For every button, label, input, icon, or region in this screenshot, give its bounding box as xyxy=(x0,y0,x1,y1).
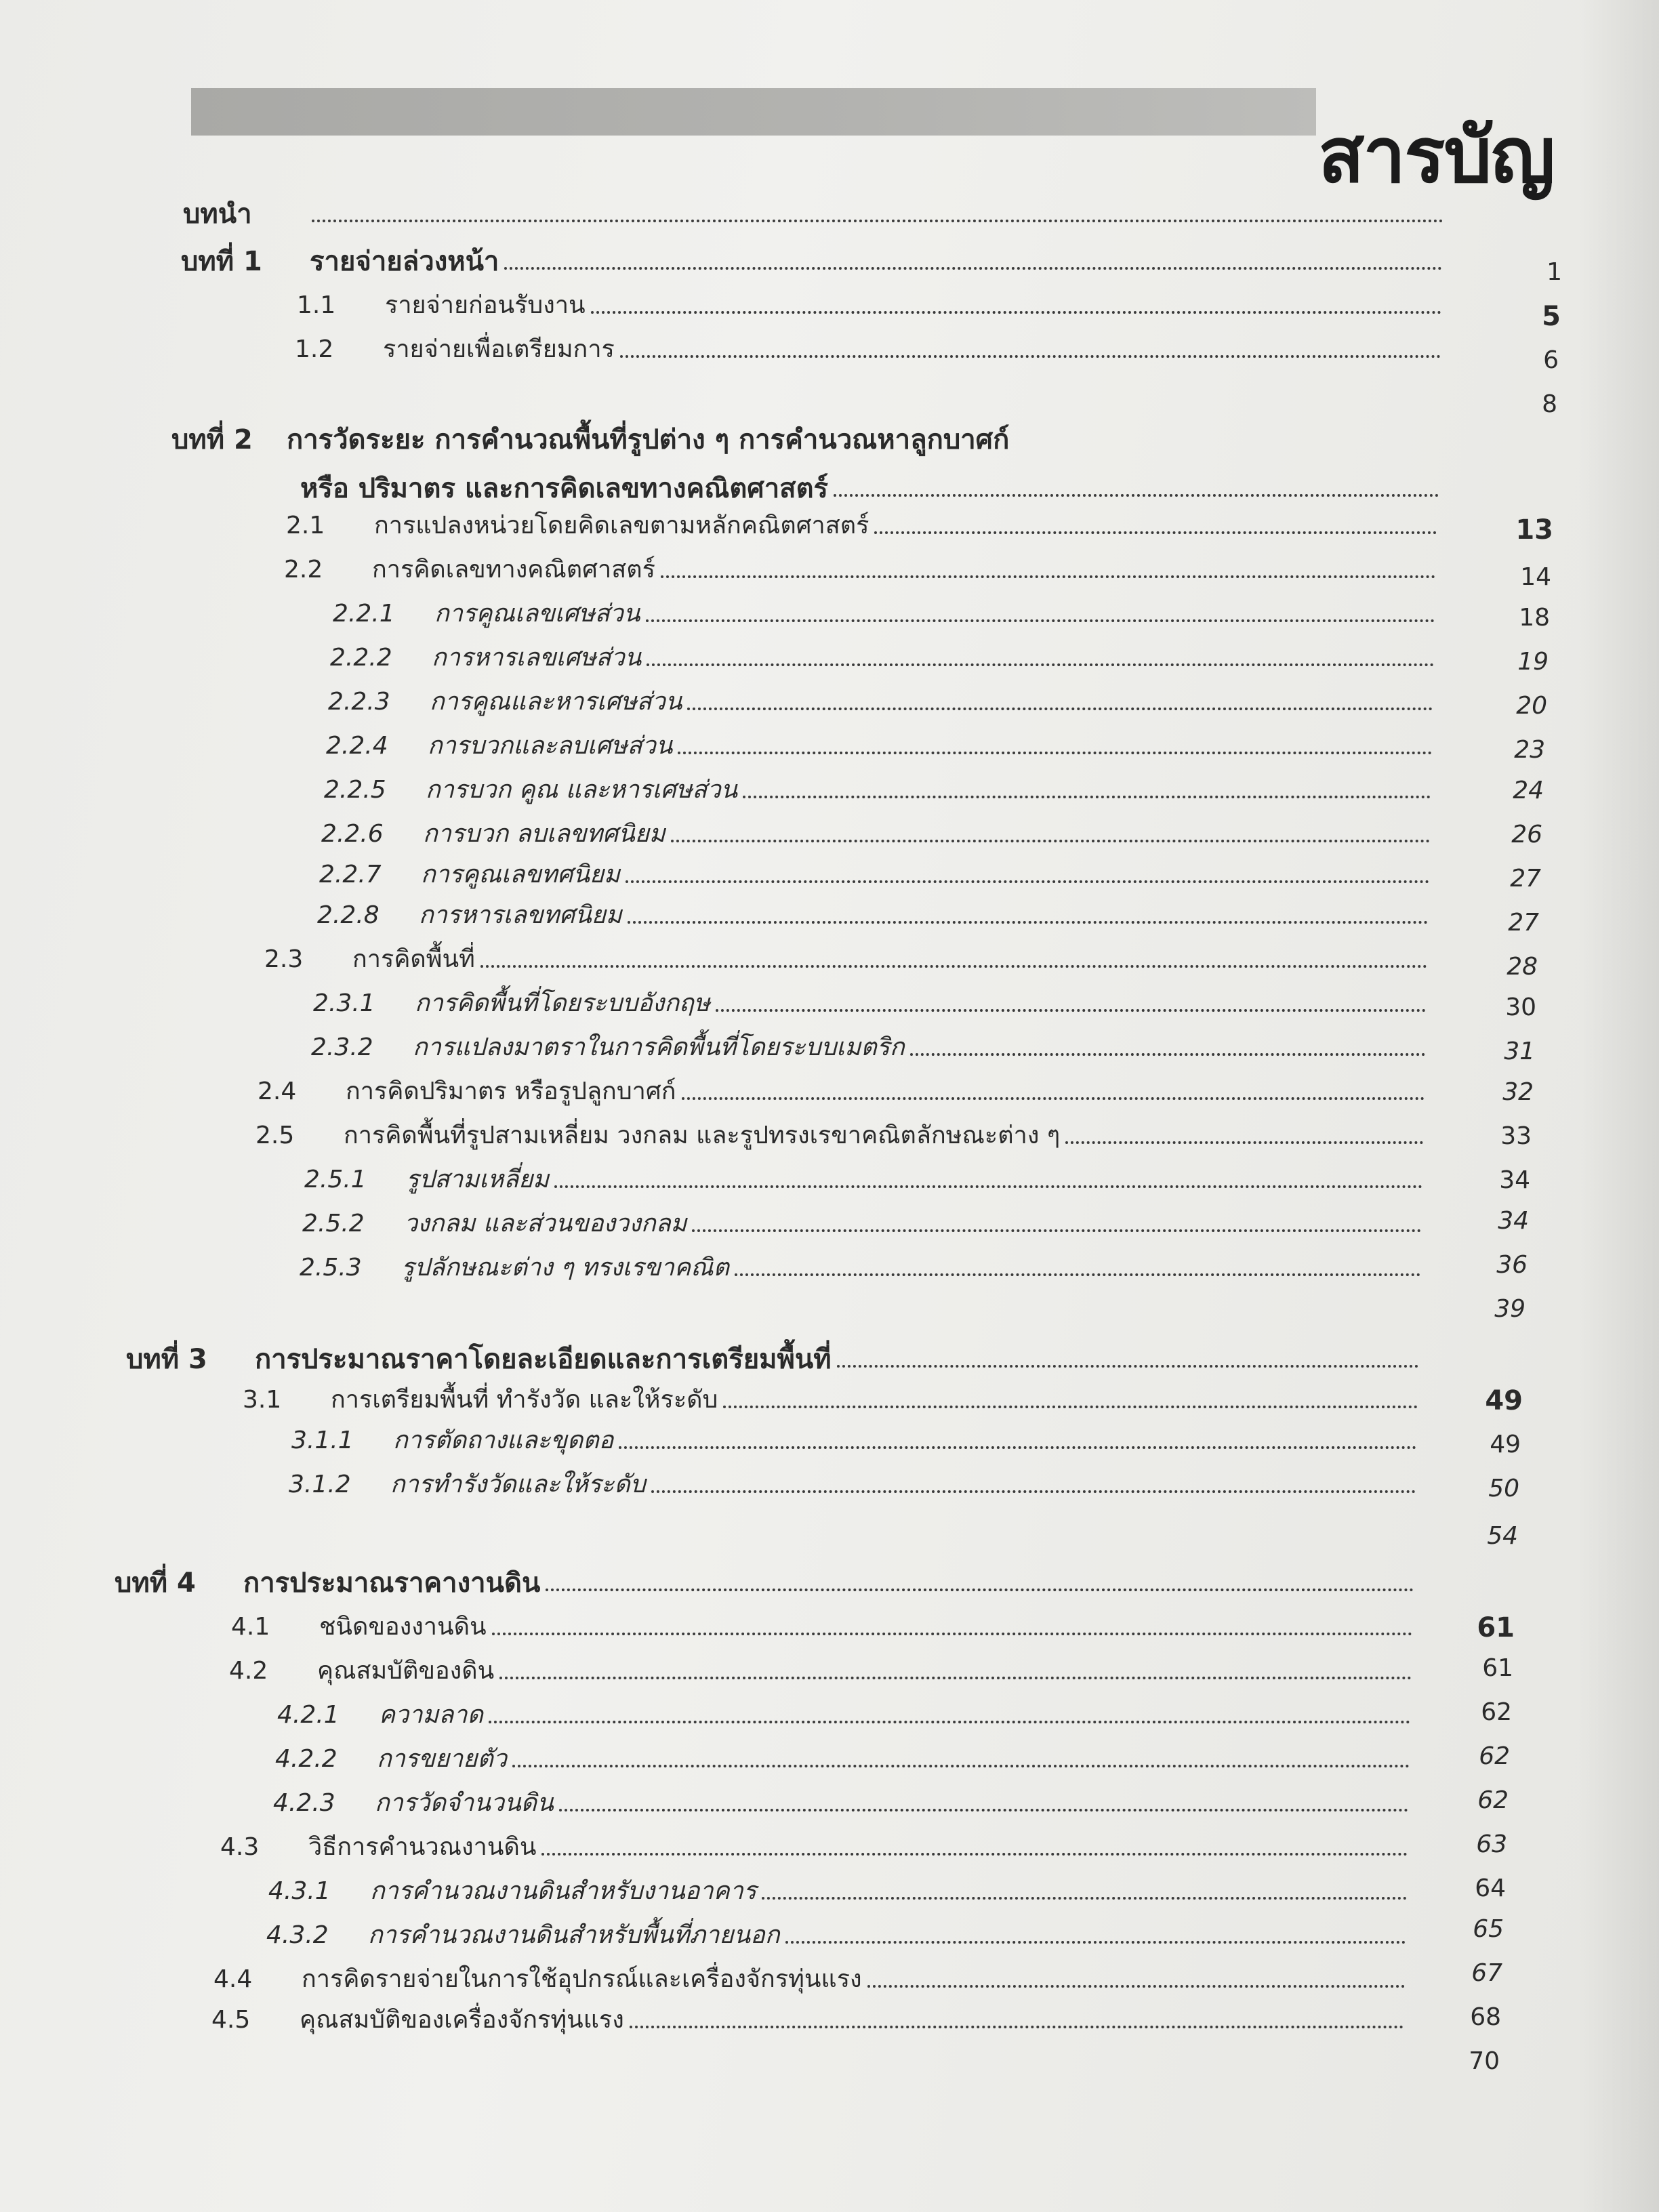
toc-page-number: 67 xyxy=(1471,1959,1502,1987)
toc-entry xyxy=(266,1918,1406,1950)
toc-entry xyxy=(273,1786,1408,1818)
toc-page-number: 8 xyxy=(1542,390,1557,418)
toc-entry xyxy=(328,684,1433,717)
toc-entry xyxy=(291,1423,1416,1456)
toc-entry-title: การคำนวณงานดินสำหรับพื้นที่ภายนอก xyxy=(368,1921,780,1949)
toc-entry xyxy=(289,1467,1416,1500)
toc-entry-number: 2.3 xyxy=(264,945,304,973)
toc-entry xyxy=(268,1874,1407,1906)
toc-page-number: 39 xyxy=(1494,1295,1525,1323)
toc-page-number: 62 xyxy=(1479,1742,1510,1770)
toc-entry-title-continued: หรือ ปริมาตร และการคิดเลขทางคณิตศาสตร์ xyxy=(300,473,829,504)
dot-leader xyxy=(762,1897,1407,1900)
toc-entry-number: 4.1 xyxy=(231,1613,270,1641)
dot-leader xyxy=(504,267,1442,270)
toc-entry-number: 2.3.1 xyxy=(313,989,375,1017)
toc-entry-number: 2.3.2 xyxy=(311,1033,373,1061)
toc-entry-title: การคำนวณงานดินสำหรับงานอาคาร xyxy=(370,1877,757,1905)
dot-leader xyxy=(1065,1141,1423,1144)
toc-entry-number: บทที่ 4 xyxy=(115,1568,196,1599)
dot-leader xyxy=(785,1941,1406,1944)
toc-entry xyxy=(284,552,1435,585)
toc-entry-title: การขยายตัว xyxy=(377,1745,507,1773)
toc-page-number: 49 xyxy=(1490,1431,1521,1458)
toc-entry xyxy=(213,1962,1405,1994)
dot-leader xyxy=(646,619,1435,622)
toc-entry-number: 2.2 xyxy=(284,556,323,583)
toc-entry-title: การคิดพื้นที่รูปสามเหลี่ยม วงกลม และรูปทรงเรขาคณิตลักษณะต่าง ๆ xyxy=(344,1122,1061,1149)
dot-leader xyxy=(559,1809,1408,1811)
toc-page-number: 28 xyxy=(1507,953,1538,981)
dot-leader xyxy=(499,1677,1412,1679)
toc-page-number: 27 xyxy=(1508,909,1539,937)
toc-entry xyxy=(297,288,1441,321)
toc-entry xyxy=(229,1654,1412,1686)
toc-entry-title: การวัดระยะ การคำนวณพื้นที่รูปต่าง ๆ การคำนวณหาลูกบาศก์ xyxy=(287,424,1010,455)
toc-entry xyxy=(321,817,1430,849)
toc-entry-number: 4.5 xyxy=(211,2006,251,2034)
toc-entry-title: การคิดรายจ่ายในการใช้อุปกรณ์และเครื่องจักรทุ่นแรง xyxy=(302,1965,862,1993)
toc-entry-title: การคูณและหารเศษส่วน xyxy=(430,688,682,716)
toc-entry xyxy=(258,1074,1425,1107)
dot-leader xyxy=(626,880,1429,883)
toc-page-number: 18 xyxy=(1519,604,1550,632)
toc-entry-title: ชนิดของงานดิน xyxy=(319,1613,487,1641)
dot-leader xyxy=(554,1185,1422,1188)
dot-leader xyxy=(619,1446,1416,1449)
toc-page-number: 34 xyxy=(1499,1166,1530,1194)
toc-entry-title: การคูณเลขทศนิยม xyxy=(421,861,620,888)
toc-entry-title: การเตรียมพื้นที่ ทำรังวัด และให้ระดับ xyxy=(331,1386,718,1414)
toc-page-number: 61 xyxy=(1477,1612,1515,1643)
toc-entry-title: ความลาด xyxy=(379,1701,483,1729)
toc-entry xyxy=(183,197,1443,229)
toc-page-number: 13 xyxy=(1515,514,1553,546)
toc-entry-number: 1.2 xyxy=(295,335,334,363)
toc-entry-number: 2.2.6 xyxy=(321,820,384,848)
toc-entry-number: 3.1.1 xyxy=(291,1427,354,1454)
toc-page-number: 19 xyxy=(1517,648,1549,676)
toc-page-number: 20 xyxy=(1516,692,1547,720)
dot-leader xyxy=(834,494,1439,497)
dot-leader xyxy=(480,965,1427,968)
dot-leader xyxy=(716,1009,1426,1012)
toc-entry-title: การทำรังวัดและให้ระดับ xyxy=(390,1471,646,1498)
dot-leader xyxy=(874,531,1437,534)
dot-leader xyxy=(541,1853,1408,1856)
toc-entry-title: การแปลงมาตราในการคิดพื้นที่โดยระบบเมตริก xyxy=(413,1033,905,1061)
toc-entry-number: 2.2.7 xyxy=(319,861,382,888)
toc-entry-title: คุณสมบัติของเครื่องจักรทุ่นแรง xyxy=(300,2006,624,2034)
toc-page-number: 50 xyxy=(1488,1475,1519,1502)
toc-entry-number: 2.1 xyxy=(286,512,325,539)
dot-leader xyxy=(620,355,1441,358)
toc-entry-number-label: บทที่ 2 xyxy=(171,424,253,455)
toc-entry-number: บทที่ 3 xyxy=(126,1344,207,1375)
dot-leader xyxy=(837,1365,1418,1368)
toc-entry-number: 4.3.1 xyxy=(268,1877,331,1905)
toc-entry-title: การคิดพื้นที่ xyxy=(352,945,475,973)
dot-leader xyxy=(687,708,1433,710)
dot-leader xyxy=(628,921,1428,924)
toc-entry xyxy=(319,857,1429,890)
toc-entry-number: 4.2.3 xyxy=(273,1789,335,1817)
toc-entry-title: การแปลงหน่วยโดยคิดเลขตามหลักคณิตศาสตร์ xyxy=(374,512,869,539)
toc-page-number: 36 xyxy=(1496,1251,1528,1279)
dot-leader xyxy=(492,1633,1412,1635)
toc-entry-number: 2.5 xyxy=(255,1122,295,1149)
dot-leader xyxy=(735,1273,1420,1276)
toc-page-number: 54 xyxy=(1487,1522,1518,1550)
dot-leader xyxy=(647,663,1434,666)
toc-entry-title: รูปลักษณะต่าง ๆ ทรงเรขาคณิต xyxy=(401,1254,729,1282)
toc-entry-number: 4.4 xyxy=(213,1965,253,1993)
toc-page-number: 63 xyxy=(1476,1830,1507,1858)
page-title: สารบัญ xyxy=(1318,112,1554,200)
toc-entry xyxy=(220,1830,1408,1862)
toc-entry-number: 1.1 xyxy=(297,291,336,319)
toc-entry-title: การหารเลขเศษส่วน xyxy=(432,644,642,672)
toc-entry-title: รายจ่ายล่วงหน้า xyxy=(310,246,499,277)
toc-entry-title: รูปสามเหลี่ยม xyxy=(406,1166,550,1193)
toc-entry xyxy=(333,596,1435,629)
toc-page-number: 30 xyxy=(1505,994,1536,1021)
toc-entry xyxy=(326,729,1432,761)
toc-page-number: 6 xyxy=(1543,346,1559,374)
toc-page-number: 68 xyxy=(1470,2003,1501,2031)
toc-page-number: 1 xyxy=(1547,258,1562,286)
toc-page-number: 31 xyxy=(1504,1038,1535,1065)
toc-entry-title: การคิดเลขทางคณิตศาสตร์ xyxy=(372,556,655,583)
toc-page-number: 14 xyxy=(1520,563,1551,591)
toc-entry-number: 2.2.2 xyxy=(330,644,392,672)
dot-leader xyxy=(630,2026,1404,2028)
toc-entry-title: การบวกและลบเศษส่วน xyxy=(428,732,673,760)
dot-leader xyxy=(661,575,1435,578)
toc-page-number: 65 xyxy=(1473,1915,1504,1943)
toc-entry-title: การคิดพื้นที่โดยระบบอังกฤษ xyxy=(415,989,710,1017)
toc-entry xyxy=(211,2003,1404,2035)
toc-page-number: 5 xyxy=(1542,301,1561,332)
toc-entry xyxy=(317,898,1428,930)
toc-entry-title: วิธีการคำนวณงานดิน xyxy=(308,1833,537,1861)
toc-entry xyxy=(313,986,1426,1019)
toc-page-number: 34 xyxy=(1498,1207,1529,1235)
toc-entry xyxy=(324,773,1431,805)
toc-page-number: 62 xyxy=(1477,1786,1509,1814)
toc-page-number: 62 xyxy=(1481,1698,1512,1726)
dot-leader xyxy=(678,752,1432,754)
toc-entry xyxy=(295,332,1441,365)
toc-entry-title: การคูณเลขเศษส่วน xyxy=(434,600,640,628)
toc-entry-title: การหารเลขทศนิยม xyxy=(419,901,622,929)
toc-entry xyxy=(243,1382,1418,1415)
toc-entry-number: 4.2.1 xyxy=(277,1701,340,1729)
dot-leader xyxy=(743,796,1431,798)
toc-entry xyxy=(311,1030,1425,1063)
toc-entry-number: 2.2.4 xyxy=(326,732,388,760)
toc-entry xyxy=(300,1250,1420,1283)
toc-entry xyxy=(171,471,1439,504)
toc-entry xyxy=(286,508,1437,541)
toc-entry xyxy=(231,1610,1412,1642)
toc-entry-number: 3.1 xyxy=(243,1386,282,1414)
toc-entry-title: การคิดปริมาตร หรือรูปลูกบาศก์ xyxy=(346,1078,676,1105)
toc-entry xyxy=(115,1565,1414,1598)
toc-entry xyxy=(181,244,1442,276)
dot-leader xyxy=(867,1985,1405,1988)
toc-page-number: 24 xyxy=(1513,777,1544,804)
dot-leader xyxy=(671,840,1430,842)
dot-leader xyxy=(910,1053,1425,1056)
toc-page-number: 32 xyxy=(1502,1078,1534,1106)
toc-entry-number: 3.1.2 xyxy=(289,1471,351,1498)
toc-entry xyxy=(330,640,1434,673)
dot-leader xyxy=(546,1589,1414,1591)
toc-entry-number: 4.3 xyxy=(220,1833,260,1861)
toc-entry-number: บทนำ xyxy=(183,199,252,230)
toc-page-number: 64 xyxy=(1475,1875,1506,1902)
dot-leader xyxy=(591,311,1441,314)
toc-entry xyxy=(304,1162,1422,1195)
toc-entry-number: 2.2.8 xyxy=(317,901,380,929)
dot-leader xyxy=(512,1765,1410,1767)
toc-entry xyxy=(255,1118,1423,1151)
dot-leader xyxy=(489,1721,1410,1723)
toc-page-number: 70 xyxy=(1469,2047,1500,2075)
toc-entry-number: 2.5.1 xyxy=(304,1166,367,1193)
dot-leader xyxy=(723,1406,1418,1408)
toc-entry-number: 4.2 xyxy=(229,1657,268,1685)
toc-entry-number: 4.3.2 xyxy=(266,1921,329,1949)
toc-entry-title: การบวก คูณ และหารเศษส่วน xyxy=(426,776,738,804)
toc-entry-number: บทที่ 1 xyxy=(181,246,262,277)
toc-entry-title: การประมาณราคาโดยละเอียดและการเตรียมพื้นที่ xyxy=(255,1344,832,1375)
toc-entry-number: 2.2.3 xyxy=(328,688,390,716)
toc-entry xyxy=(302,1206,1421,1239)
toc-entry-title: การประมาณราคางานดิน xyxy=(243,1568,541,1599)
dot-leader xyxy=(692,1229,1421,1232)
toc-entry-number: 2.2.1 xyxy=(333,600,395,628)
toc-entry-number: 2.4 xyxy=(258,1078,297,1105)
toc-entry xyxy=(275,1742,1410,1774)
dot-leader xyxy=(651,1490,1416,1493)
toc-entry-title: การบวก ลบเลขทศนิยม xyxy=(423,820,665,848)
toc-entry-title: การตัดถางและขุดตอ xyxy=(393,1427,614,1454)
toc-page-number: 61 xyxy=(1482,1654,1513,1682)
toc-page-number: 27 xyxy=(1510,865,1541,893)
toc-entry-number: 2.5.3 xyxy=(300,1254,362,1282)
toc-page-number: 23 xyxy=(1514,736,1545,764)
dot-leader xyxy=(312,220,1443,222)
toc-entry-title: รายจ่ายเพื่อเตรียมการ xyxy=(383,335,615,363)
toc-entry-title: วงกลม และส่วนของวงกลม xyxy=(404,1210,687,1237)
toc-entry-title: รายจ่ายก่อนรับงาน xyxy=(385,291,586,319)
toc-entry-title: การวัดจำนวนดิน xyxy=(375,1789,554,1817)
toc-entry xyxy=(126,1342,1418,1374)
dot-leader xyxy=(682,1097,1425,1100)
toc-entry-number: 4.2.2 xyxy=(275,1745,337,1773)
toc-entry-number: 2.5.2 xyxy=(302,1210,365,1237)
toc-entry-number: 2.2.5 xyxy=(324,776,386,804)
toc-entry-title: คุณสมบัติของดิน xyxy=(317,1657,495,1685)
toc-entry xyxy=(277,1698,1410,1730)
toc-page-number: 49 xyxy=(1485,1385,1523,1416)
toc-page-number: 33 xyxy=(1500,1122,1532,1150)
toc-page-number: 26 xyxy=(1511,821,1542,848)
toc-entry xyxy=(264,942,1427,975)
